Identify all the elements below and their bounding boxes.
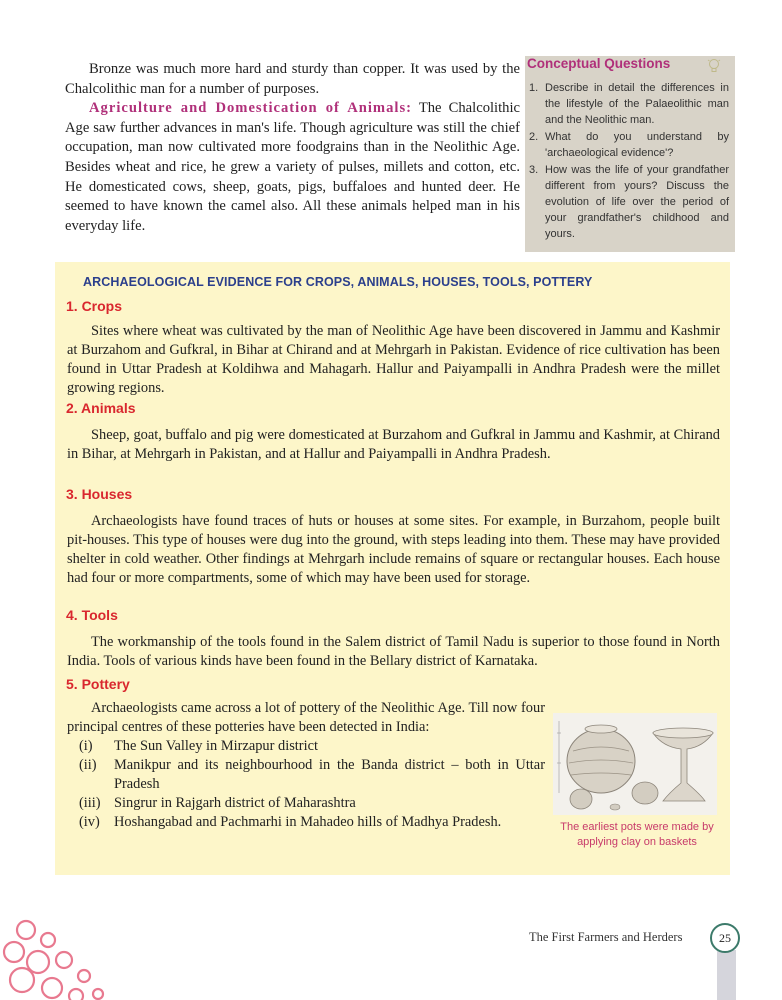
animals-heading: 2. Animals (66, 400, 136, 416)
page-tab-strip (717, 950, 736, 1000)
crops-heading: 1. Crops (66, 298, 123, 314)
list-item (67, 813, 545, 832)
list-text: Manikpur and its neighbourhood in the Banda district – both in Uttar Pradesh (114, 757, 545, 792)
question-number: 1. (529, 82, 539, 94)
pottery-heading: 5. Pottery (66, 676, 130, 692)
question-number: 2. (529, 131, 539, 143)
list-text: Hoshangabad and Pachmarhi in Mahadeo hills of Madhya Pradesh. (114, 814, 502, 830)
crops-text: Sites where wheat was cultivated by the man of Neolithic Age have been discovered in Jammu and Kashmir at Burzahom and Gufkral, in Bihar at Chirand and at Mehrgarh in Pakistan. Evidence of rice cultivation has been found in Uttar Pradesh at Koldihwa and Mahagarh. Hallur and Paiyampalli in Andhra Pradesh were the millet growing regions. (67, 323, 720, 396)
list-number: (i) (79, 738, 93, 754)
question-text: What do you understand by 'archaeological evidence'? (545, 131, 729, 159)
houses-paragraph (67, 512, 720, 588)
question-text: Describe in detail the differences in the lifestyle of the Palaeolithic man and the Neolithic man. (545, 82, 729, 126)
list-text: Singrur in Rajgarh district of Maharashtra (114, 795, 356, 811)
list-number: (iv) (79, 814, 100, 830)
list-item (67, 794, 545, 813)
list-number: (ii) (79, 757, 97, 773)
houses-heading: 3. Houses (66, 486, 133, 502)
intro-paragraph: Bronze was much more hard and sturdy than copper. It was used by the Chalcolithic man for a number of purposes. (65, 61, 520, 97)
question-text: How was the life of your grandfather different from yours? Discuss the evolution of life over the period of your grandfather's childhood and yours. (545, 164, 729, 240)
pottery-caption: The earliest pots were made by applying clay on baskets (560, 821, 714, 848)
pottery-text: Archaeologists came across a lot of pottery of the Neolithic Age. Till now four principal centres of these potteries have been detected in India: (67, 700, 545, 735)
tools-heading: 4. Tools (66, 607, 118, 623)
animals-paragraph (67, 426, 720, 464)
tools-paragraph (67, 633, 720, 671)
list-text: The Sun Valley in Mirzapur district (114, 738, 318, 754)
pottery-centres-list (67, 737, 545, 832)
conceptual-questions-box (525, 56, 735, 252)
intro-text (65, 60, 520, 236)
question-item (529, 80, 729, 128)
list-item (67, 756, 545, 794)
conceptual-questions-list (529, 80, 729, 243)
decorative-circles-icon (0, 910, 110, 1000)
animals-text: Sheep, goat, buffalo and pig were domesticated at Burzahom and Gufkral in Jammu and Kashmir, at Chirand in Bihar, at Mehrgarh in Pakistan, and at Hallur and Paiyampalli in Andhra Pradesh. (67, 427, 720, 462)
conceptual-questions-title: Conceptual Questions (527, 56, 671, 71)
agriculture-paragraph (65, 99, 520, 236)
houses-text: Archaeologists have found traces of huts or houses at some sites. For example, in Burzahom, people built pit-houses. This type of houses were dug into the ground, with steps leading into them. These may have provided shelter in cold weather. Other findings at Mehrgarh include remains of square or rectangular houses. Each house had four or more compartments, some of which may have been used for storage. (67, 513, 720, 586)
list-number: (iii) (79, 795, 101, 811)
page-number: 25 (710, 923, 740, 953)
list-item (67, 737, 545, 756)
question-number: 3. (529, 164, 539, 176)
evidence-title: ARCHAEOLOGICAL EVIDENCE FOR CROPS, ANIMALS, HOUSES, TOOLS, POTTERY (83, 275, 593, 289)
question-item (529, 162, 729, 242)
agriculture-subhead: Agriculture and Domestication of Animals: (89, 100, 412, 117)
crops-paragraph (67, 322, 720, 398)
pottery-image (553, 713, 717, 815)
evidence-box (55, 262, 730, 875)
tools-text: The workmanship of the tools found in the Salem district of Tamil Nadu is superior to those found in North India. Tools of various kinds have been found in the Bellary district of Karnataka. (67, 634, 720, 669)
agriculture-text: The Chalcolithic Age saw further advances in man's life. Though agriculture was still the chief occupation, man now cultivated more foodgrains than in the Neolithic Age. Besides wheat and rice, he grew a variety of pulses, millets and cotton, etc. He domesticated cows, sheep, goats, pigs, buffaloes and hunted deer. He seemed to have known the camel also. All these animals helped man in his everyday life. (65, 100, 520, 234)
chapter-title: The First Farmers and Herders (529, 930, 683, 944)
question-item (529, 129, 729, 161)
pottery-paragraph (67, 699, 545, 832)
lightbulb-icon (707, 58, 721, 74)
